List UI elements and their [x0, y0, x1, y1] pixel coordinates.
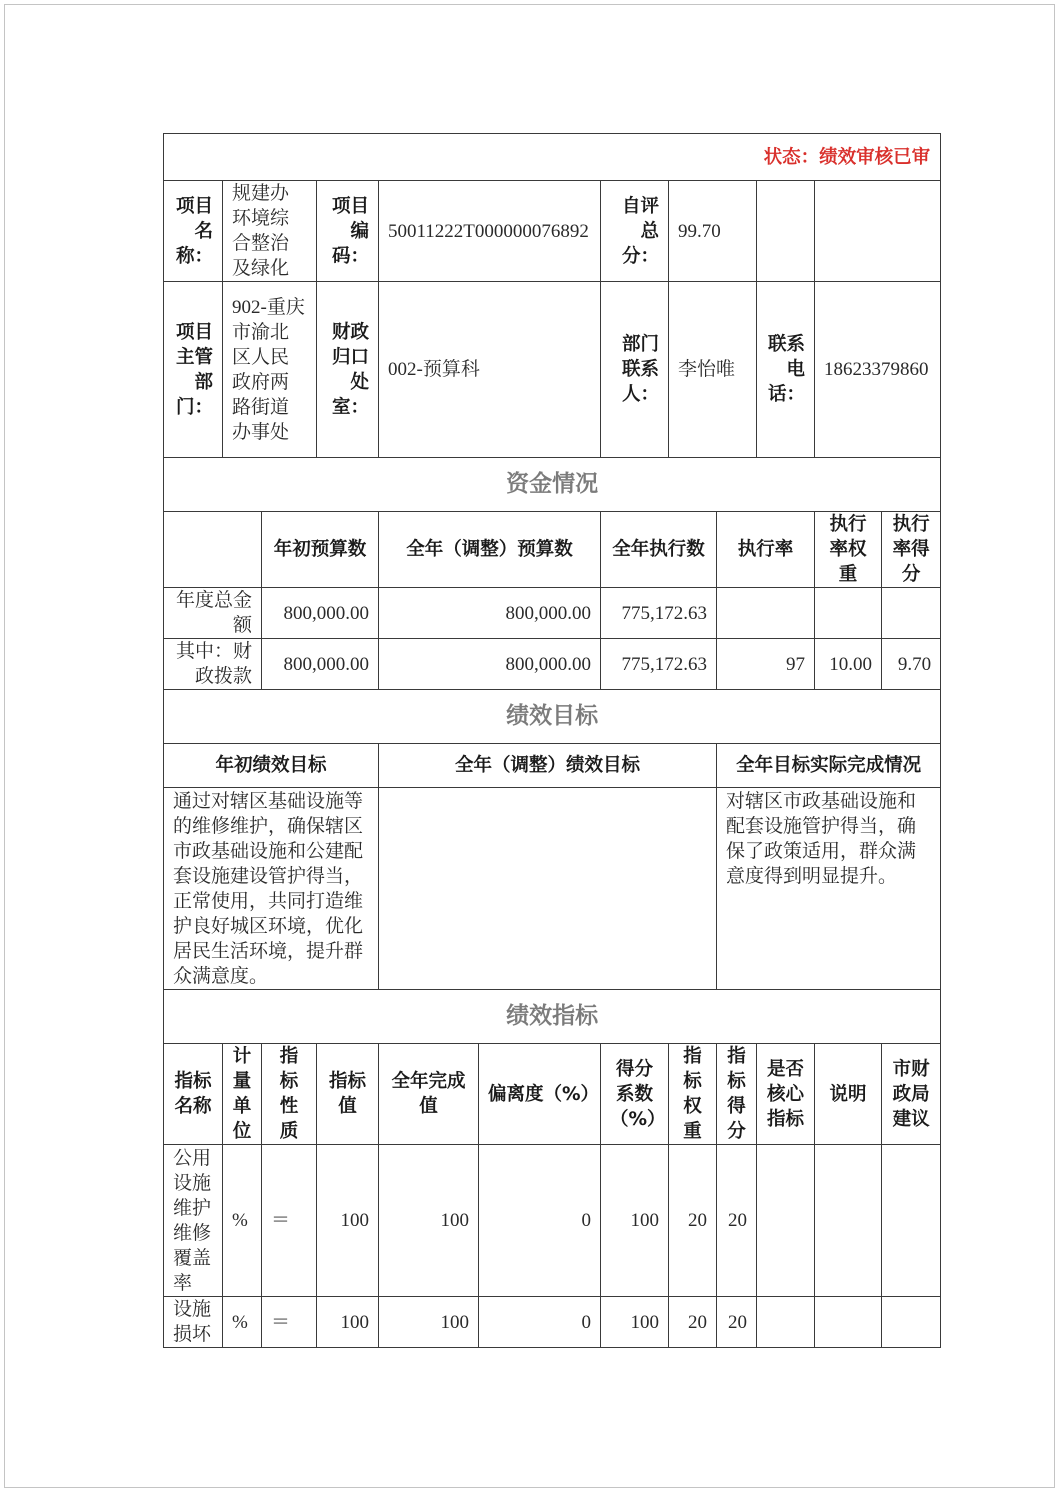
indicator-note — [815, 1145, 882, 1297]
indicator-name: 公用设施维护维修覆盖率 — [164, 1145, 223, 1297]
indicator-weight: 20 — [669, 1145, 717, 1297]
adjusted-goal-text — [379, 788, 717, 990]
indicator-row — [164, 1297, 941, 1348]
indicator-score: 20 — [717, 1145, 757, 1297]
project-code-label: 项目编码： — [317, 181, 379, 282]
indicator-header: 计量单位 — [223, 1044, 262, 1145]
contact-label: 部门联系人： — [601, 282, 669, 458]
indicator-header: 指标得分 — [717, 1044, 757, 1145]
finance-office-label: 财政归口处室： — [317, 282, 379, 458]
goals-header-row — [164, 744, 941, 788]
indicator-header: 得分系数（%） — [601, 1044, 669, 1145]
rate-score — [882, 588, 941, 639]
indicator-target: 100 — [317, 1145, 379, 1297]
goals-section-title: 绩效目标 — [164, 690, 941, 744]
initial-budget: 800,000.00 — [262, 639, 379, 690]
indicator-nature: ＝ — [262, 1297, 317, 1348]
indicator-header: 指标名称 — [164, 1044, 223, 1145]
performance-evaluation-table — [163, 133, 941, 1348]
indicator-unit: % — [223, 1297, 262, 1348]
empty-cell — [757, 181, 815, 282]
section-row — [164, 990, 941, 1044]
funds-row-label: 其中：财政拨款 — [164, 639, 262, 690]
goals-header: 全年目标实际完成情况 — [717, 744, 941, 788]
indicator-row — [164, 1145, 941, 1297]
self-score: 99.70 — [669, 181, 757, 282]
initial-goal-text: 通过对辖区基础设施等的维修维护，确保辖区市政基础设施和公建配套设施建设管护得当，正常使用，共同打造维护良好城区环境，优化居民生活环境，提升群众满意度。 — [164, 788, 379, 990]
indicator-coefficient: 100 — [601, 1145, 669, 1297]
funds-row-label: 年度总金额 — [164, 588, 262, 639]
funds-header: 执行率得分 — [882, 512, 941, 588]
indicator-header: 偏离度（%） — [479, 1044, 601, 1145]
funds-header: 执行率权重 — [815, 512, 882, 588]
project-code: 50011222T000000076892 — [379, 181, 601, 282]
indicator-completed: 100 — [379, 1297, 479, 1348]
indicator-name: 设施损坏 — [164, 1297, 223, 1348]
indicator-header: 是否核心指标 — [757, 1044, 815, 1145]
indicator-deviation: 0 — [479, 1145, 601, 1297]
executed-amount: 775,172.63 — [601, 588, 717, 639]
funds-row — [164, 588, 941, 639]
execution-rate — [717, 588, 815, 639]
indicator-coefficient: 100 — [601, 1297, 669, 1348]
indicator-header: 指标权重 — [669, 1044, 717, 1145]
funds-header: 全年执行数 — [601, 512, 717, 588]
indicator-weight: 20 — [669, 1297, 717, 1348]
goals-header: 年初绩效目标 — [164, 744, 379, 788]
project-name: 规建办环境综合整治及绿化 — [223, 181, 317, 282]
goals-content-row — [164, 788, 941, 990]
indicators-header-row — [164, 1044, 941, 1145]
section-row — [164, 458, 941, 512]
funds-header: 全年（调整）预算数 — [379, 512, 601, 588]
section-row — [164, 690, 941, 744]
goals-header: 全年（调整）绩效目标 — [379, 744, 717, 788]
funds-section-title: 资金情况 — [164, 458, 941, 512]
indicator-core-flag — [757, 1297, 815, 1348]
project-info-row — [164, 181, 941, 282]
indicators-section-title: 绩效指标 — [164, 990, 941, 1044]
funds-header-row — [164, 512, 941, 588]
project-name-label: 项目名称： — [164, 181, 223, 282]
phone-label: 联系电话： — [757, 282, 815, 458]
indicator-note — [815, 1297, 882, 1348]
rate-weight: 10.00 — [815, 639, 882, 690]
rate-weight — [815, 588, 882, 639]
indicator-bureau-advice — [882, 1145, 941, 1297]
indicator-header: 指标值 — [317, 1044, 379, 1145]
indicator-score: 20 — [717, 1297, 757, 1348]
indicator-header: 指标性质 — [262, 1044, 317, 1145]
project-info-row — [164, 282, 941, 458]
phone: 18623379860 — [815, 282, 941, 458]
actual-completion-text: 对辖区市政基础设施和配套设施管护得当，确保了政策适用，群众满意度得到明显提升。 — [717, 788, 941, 990]
funds-header: 执行率 — [717, 512, 815, 588]
adjusted-budget: 800,000.00 — [379, 588, 601, 639]
rate-score: 9.70 — [882, 639, 941, 690]
indicator-header: 说明 — [815, 1044, 882, 1145]
empty-cell — [164, 512, 262, 588]
indicator-nature: ＝ — [262, 1145, 317, 1297]
indicator-target: 100 — [317, 1297, 379, 1348]
department-label: 项目主管部门： — [164, 282, 223, 458]
funds-row — [164, 639, 941, 690]
self-score-label: 自评总分： — [601, 181, 669, 282]
empty-cell — [815, 181, 941, 282]
executed-amount: 775,172.63 — [601, 639, 717, 690]
finance-office: 002-预算科 — [379, 282, 601, 458]
adjusted-budget: 800,000.00 — [379, 639, 601, 690]
indicator-completed: 100 — [379, 1145, 479, 1297]
indicator-header: 市财政局建议 — [882, 1044, 941, 1145]
indicator-bureau-advice — [882, 1297, 941, 1348]
initial-budget: 800,000.00 — [262, 588, 379, 639]
status-row — [164, 134, 941, 181]
status-text: 状态：绩效审核已审 — [164, 134, 941, 181]
indicator-deviation: 0 — [479, 1297, 601, 1348]
indicator-unit: % — [223, 1145, 262, 1297]
indicator-core-flag — [757, 1145, 815, 1297]
department: 902-重庆市渝北区人民政府两路街道办事处 — [223, 282, 317, 458]
indicator-header: 全年完成值 — [379, 1044, 479, 1145]
contact: 李怡唯 — [669, 282, 757, 458]
funds-header: 年初预算数 — [262, 512, 379, 588]
execution-rate: 97 — [717, 639, 815, 690]
